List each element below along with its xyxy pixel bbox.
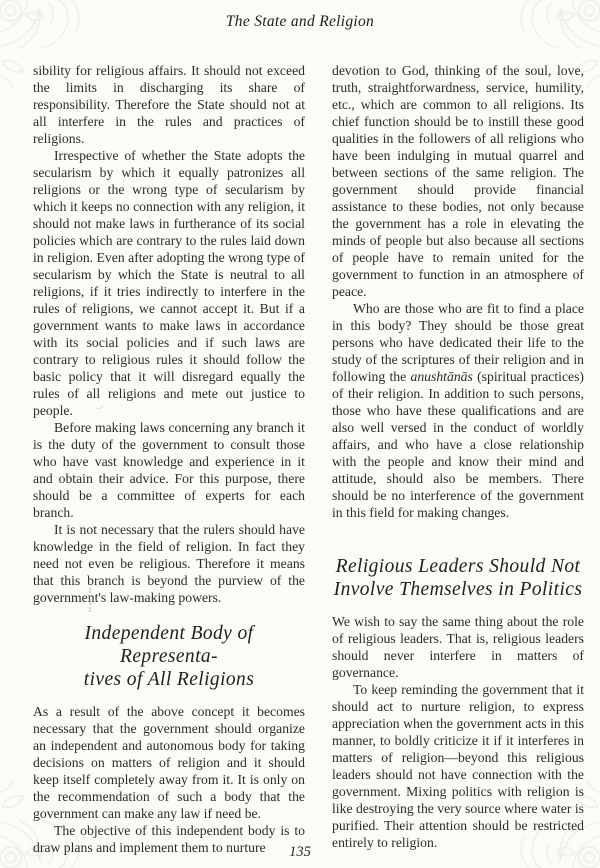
right-column — [332, 62, 584, 856]
paragraph: Irrespective of whether the State adopts the secularism by which it equally patronizes all religions or the wrong type of secularism by which it keeps no connection with any religion, it should not make laws in furtherance of its social policies which are contrary to the rules laid down in religion. Even after adopting the wrong type of secularism by which the State is neutral to all religions, if it tries indirectly to interfere in the rules of religions, we cannot accept it. But if a government wants to make laws in accordance with its social policies and if such laws are contrary to religious rules it should follow the basic policy that it will disregard equally the rules of all religions and mete out justice to people. — [33, 148, 305, 418]
paragraph: As a result of the above concept it becomes necessary that the government should organize an independent and autonomous body for taking decisions on matters of religion and it should keep itself completely away from it. It is only on the recommendation of such a body that the government can make any law if need be. — [33, 704, 305, 821]
section-heading-religious-leaders — [332, 555, 584, 601]
heading-line: Involve Themselves in Politics — [333, 579, 583, 600]
paragraph-text: (spiritual practices) of their religion. In addition to such persons, those who have these qualifications and are also well versed in the conduct of worldly affairs, and who have a close relationship with the people and know their mind and attitude, should also be members. There should be no interference of the government in this field for making changes. — [332, 369, 584, 520]
page-number: 135 — [289, 844, 311, 860]
paragraph: sibility for religious affairs. It should not exceed the limits in discharging its share of responsibility. Therefore the State should not at all interfere in the rules and practices of religions. — [33, 63, 305, 146]
running-header-title: The State and Religion — [225, 13, 375, 30]
text-columns — [33, 62, 584, 856]
heading-line: Religious Leaders Should Not — [335, 556, 581, 577]
paragraph: It is not necessary that the rulers should have knowledge in the field of religion. In fact they need not even be religious. Therefore it means that this branch is beyond the purview of the government's law-making powers. — [33, 522, 305, 605]
section-heading-independent-body — [33, 622, 305, 691]
paragraph — [332, 300, 584, 521]
paragraph: Before making laws concerning any branch it is the duty of the government to consult those who have vast knowledge and experience in it and obtain their advice. For this purpose, there should be a committee of experts for each branch. — [33, 420, 305, 520]
paragraph: devotion to God, thinking of the soul, love, truth, straightforwardness, service, humility, etc., which are common to all religions. Its chief function should be to instill these good qualities in the followers of all religions who have been indulging in mutual quarrel and between sections of the same religion. The government should provide financial assistance to these bodies, not only because the government has a role in elevating the minds of people but also because all sections of people have to remain united for the government to function in an atmosphere of peace. — [332, 63, 584, 299]
italic-term: anushtānās — [410, 369, 473, 384]
paragraph: To keep reminding the government that it should act to nurture religion, to express appreciation when the government acts in this manner, to boldly criticize it if it interferes in matters of religion—beyond this religious leaders should not have connection with the government. Mixing politics with religion is like destroying the very source where water is purified. Their attention should be restricted entirely to religion. — [332, 682, 584, 850]
paragraph: The objective of this independent body is to draw plans and implement them to nurture — [33, 823, 305, 855]
left-column — [33, 62, 305, 856]
heading-line: Independent Body of Representa- — [84, 623, 254, 667]
paragraph-text: Who are those who are fit to find a place in this body? They should be those great persons who have dedicated their life to the study of the scriptures of their religion and in following the — [332, 301, 584, 384]
paragraph: We wish to say the same thing about the role of religious leaders. That is, religious leaders should never interfere in matters of governance. — [332, 614, 584, 680]
heading-line: tives of All Religions — [83, 669, 255, 690]
